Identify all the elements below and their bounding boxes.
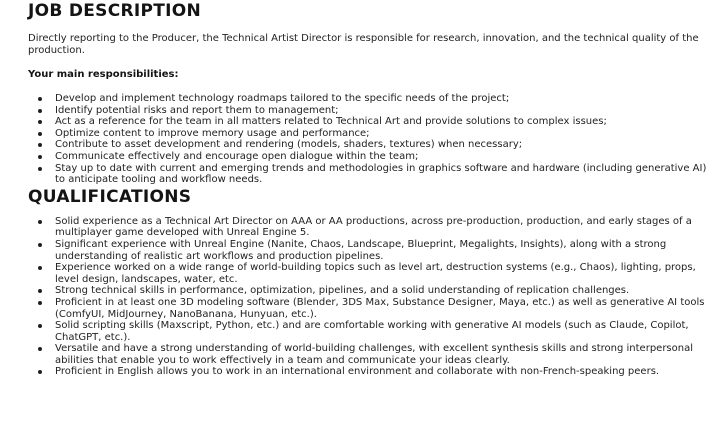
list-item: Communicate effectively and encourage open dialogue within the team; — [28, 151, 710, 163]
responsibilities-heading: Your main responsibilities: — [28, 69, 179, 80]
list-item: Stay up to date with current and emerging trends and methodologies in graphics software and hardware (including generative AI) to anticipate tooling and workflow needs. — [28, 163, 710, 186]
job-intro-paragraph: Directly reporting to the Producer, the Technical Artist Director is responsible for research, innovation, and the technical quality of the production. — [28, 33, 699, 56]
list-item: Proficient in at least one 3D modeling software (Blender, 3DS Max, Substance Designer, Maya, etc.) as well as generative AI tools (ComfyUI, MidJourney, NanoBanana, Hunyuan, etc.). — [28, 297, 710, 320]
responsibilities-list — [28, 93, 710, 186]
list-item: Experience worked on a wide range of world-building topics such as level art, destruction systems (e.g., Chaos), lighting, props, level design, landscapes, water, etc. — [28, 262, 710, 285]
list-item: Solid scripting skills (Maxscript, Python, etc.) and are comfortable working with generative AI models (such as Claude, Copilot, ChatGPT, etc.). — [28, 320, 710, 343]
qualifications-list — [28, 216, 710, 378]
list-item: Identify potential risks and report them to management; — [28, 105, 710, 117]
list-item: Optimize content to improve memory usage and performance; — [28, 128, 710, 140]
list-item: Develop and implement technology roadmaps tailored to the specific needs of the project; — [28, 93, 710, 105]
list-item: Solid experience as a Technical Art Director on AAA or AA productions, across pre-production, production, and early stages of a multiplayer game developed with Unreal Engine 5. — [28, 216, 710, 239]
list-item: Act as a reference for the team in all matters related to Technical Art and provide solutions to complex issues; — [28, 116, 710, 128]
job-description-title: JOB DESCRIPTION — [28, 1, 202, 21]
qualifications-title: QUALIFICATIONS — [28, 186, 192, 207]
list-item: Proficient in English allows you to work in an international environment and collaborate with non-French-speaking peers. — [28, 366, 710, 378]
list-item: Significant experience with Unreal Engine (Nanite, Chaos, Landscape, Blueprint, Megalights, Insights), along with a strong understanding of realistic art workflows and production pipelines. — [28, 239, 710, 262]
list-item: Versatile and have a strong understanding of world-building challenges, with excellent synthesis skills and strong interpersonal abilities that enable you to work effectively in a team and communicate your ideas clearly. — [28, 343, 710, 366]
list-item: Strong technical skills in performance, optimization, pipelines, and a solid understanding of replication challenges. — [28, 285, 710, 297]
list-item: Contribute to asset development and rendering (models, shaders, textures) when necessary; — [28, 139, 710, 151]
job-posting — [28, 0, 710, 378]
